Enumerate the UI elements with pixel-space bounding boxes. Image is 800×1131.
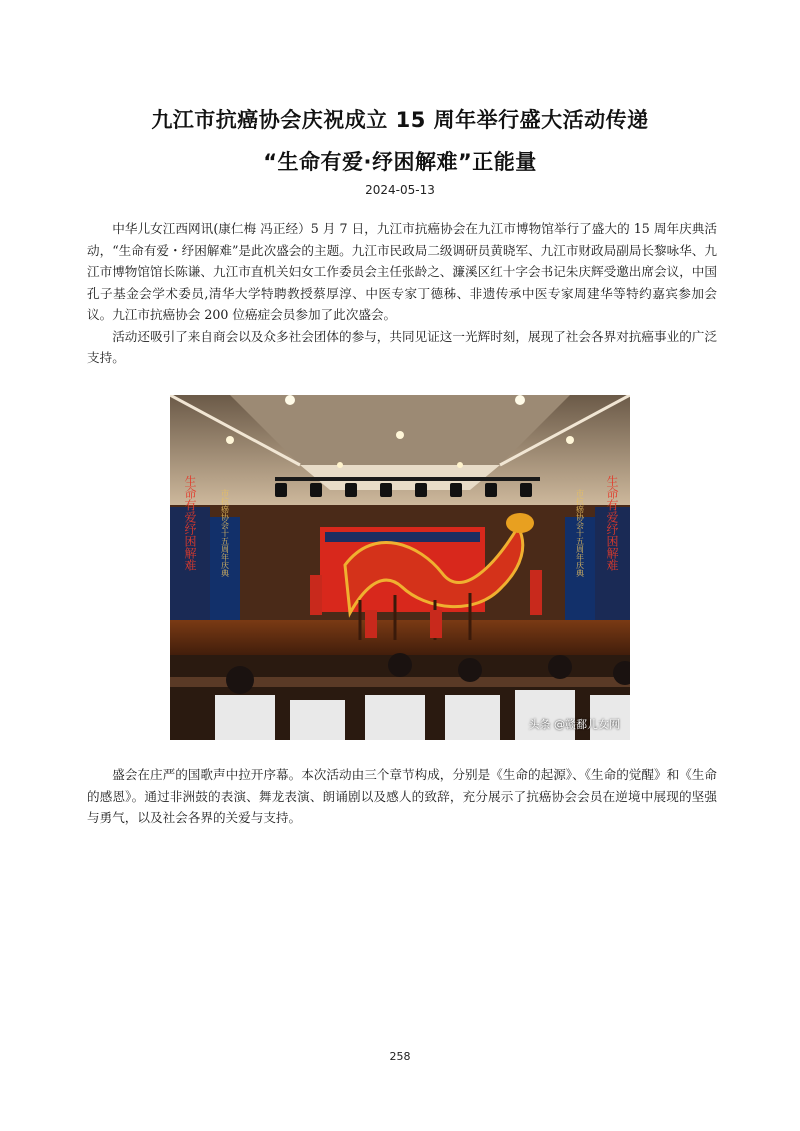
banner-right-outer: 生命有爱纾困解难 [605,475,619,571]
paragraph: 盛会在庄严的国歌声中拉开序幕。本次活动由三个章节构成，分别是《生命的起源》、《生命的觉醒》和《生命的感恩》。通过非洲鼓的表演、舞龙表演、朗诵剧以及感人的致辞，充分展示了抗癌协会会员在逆境中展现的坚强与勇气，以及社会各界的关爱与支持。 [87,767,717,825]
publish-date: 2024-05-13 [365,183,435,197]
page-number: 258 [389,1050,411,1063]
article-title-line-2: “生命有爱·纾困解难”正能量 [263,150,537,174]
article-body-top [87,218,717,369]
paragraph: 活动还吸引了来自商会以及众多社会团体的参与，共同见证这一光辉时刻，展现了社会各界对抗癌事业的广泛支持。 [87,328,717,365]
article-title-line-1: 九江市抗癌协会庆祝成立 15 周年举行盛大活动传递 [151,108,649,132]
banner-left-outer: 生命有爱纾困解难 [183,475,197,571]
banner-right-inner: 市抗癌协会十五周年庆典 [575,489,585,577]
event-photo [170,395,630,740]
banner-left-inner: 市抗癌协会十五周年庆典 [220,489,230,577]
article-body-bottom [87,764,717,829]
photo-watermark: 头条 @赣鄱儿女网 [528,718,620,731]
paragraph: 中华儿女江西网讯(康仁梅 冯正经）5 月 7 日，九江市抗癌协会在九江市博物馆举行了盛大的 15 周年庆典活动，“生命有爱・纾困解难”是此次盛会的主题。九江市民政局二级调研员黄晓军、九江市财政局副局长黎咏华、九江市博物馆馆长陈谦、九江市直机关妇女工作委员会主任张龄之、濂溪区红十字会书记朱庆辉受邀出席会议，中国孔子基金会学术委员,清华大学特聘教授蔡厚淳、中医专家丁德秭、非遗传承中医专家周建华等特约嘉宾参加会议。九江市抗癌协会 200 位癌症会员参加了此次盛会。 [87,221,717,322]
